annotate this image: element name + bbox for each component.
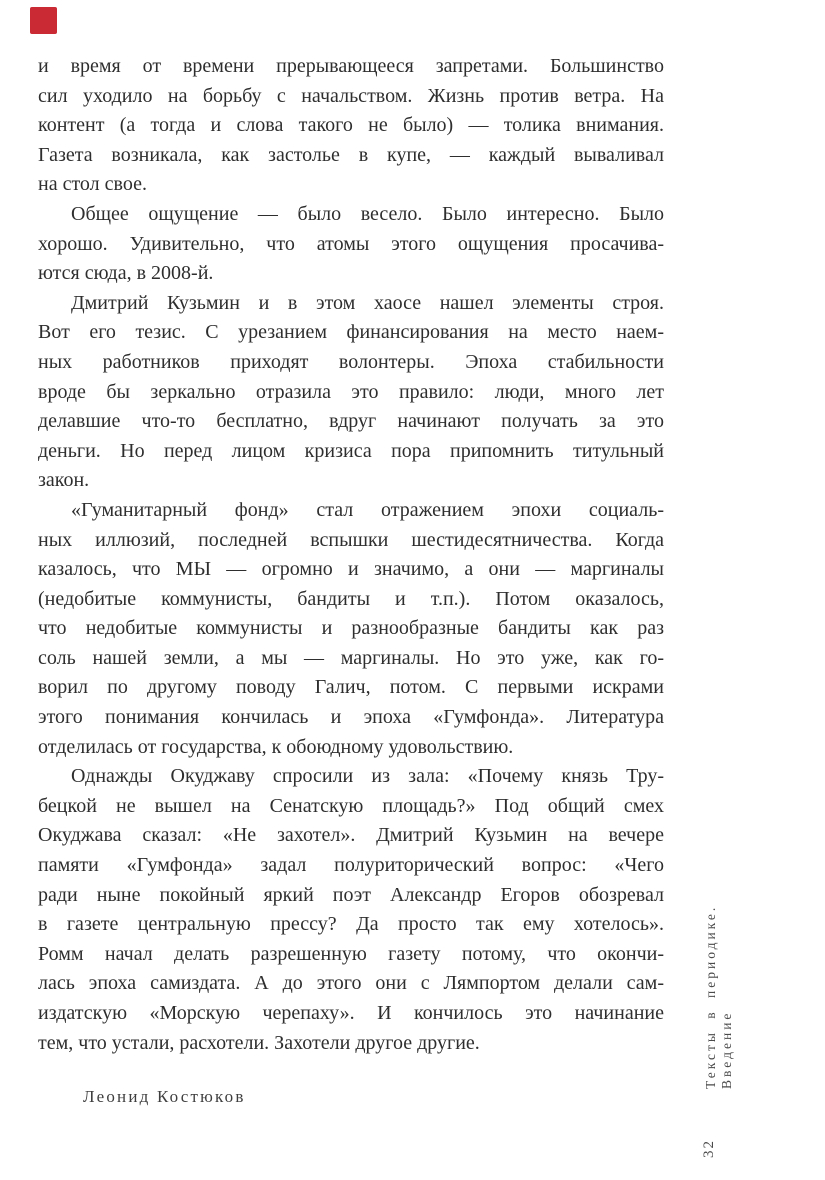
- text-line: закон.: [38, 469, 90, 492]
- text-line: «Гуманитарный фонд» стал отражением эпохи социаль-: [71, 498, 664, 521]
- text-line: этого понимания кончилась и эпоха «Гумфонда». Литература: [38, 706, 664, 729]
- text-line: (недобитые коммунисты, бандиты и т.п.). Потом оказалось,: [38, 587, 664, 610]
- body-text: [38, 52, 664, 1058]
- page-number: 32: [701, 1139, 717, 1158]
- text-line: ных иллюзий, последней вспышки шестидесятничества. Когда: [38, 528, 664, 551]
- text-line: деньги. Но перед лицом кризиса пора припомнить титульный: [38, 439, 664, 462]
- text-line: и время от времени прерывающееся запретами. Большинство: [38, 55, 664, 77]
- text-line: ворил по другому поводу Галич, потом. С первыми искрами: [38, 676, 664, 699]
- text-line: ных работников приходят волонтеры. Эпоха стабильности: [38, 350, 664, 373]
- text-line: Общее ощущение — было весело. Было интересно. Было: [71, 202, 664, 225]
- text-line: казалось, что МЫ — огромно и значимо, а они — маргиналы: [38, 558, 664, 581]
- text-line: памяти «Гумфонда» задал полуриторический вопрос: «Чего: [38, 854, 664, 877]
- text-line: делавшие что-то бесплатно, вдруг начинают получать за это: [38, 410, 664, 433]
- text-line: бецкой не вышел на Сенатскую площадь?» Под общий смех: [38, 794, 664, 817]
- text-line: что недобитые коммунисты и разнообразные бандиты как раз: [38, 617, 664, 640]
- text-line: соль нашей земли, а мы — маргиналы. Но это уже, как го-: [38, 646, 664, 669]
- text-line: Окуджава сказал: «Не захотел». Дмитрий Кузьмин на вечере: [38, 824, 664, 847]
- text-line: лась эпоха самиздата. А до этого они с Лямпортом делали сам-: [38, 972, 664, 995]
- text-line: контент (а тогда и слова такого не было) — толика внимания.: [38, 114, 664, 137]
- text-line: Газета возникала, как застолье в купе, — каждый вываливал: [38, 143, 664, 166]
- text-line: Вот его тезис. С урезанием финансирования на место наем-: [38, 321, 664, 344]
- text-line: издатскую «Морскую черепаху». И кончилось это начинание: [38, 1002, 664, 1024]
- text-line: ются сюда, в 2008-й.: [38, 262, 214, 285]
- text-line: Дмитрий Кузьмин и в этом хаосе нашел элементы строя.: [71, 291, 664, 314]
- text-line: на стол свое.: [38, 173, 147, 196]
- text-line: тем, что устали, расхотели. Захотели другое другие.: [38, 1031, 480, 1054]
- text-line: хорошо. Удивительно, что атомы этого ощущения просачива-: [38, 232, 664, 255]
- text-line: ради ныне покойный яркий поэт Александр Егоров обозревал: [38, 883, 664, 906]
- text-line: Однажды Окуджаву спросили из зала: «Почему князь Тру-: [71, 765, 664, 788]
- text-line: сил уходило на борьбу с начальством. Жизнь против ветра. На: [38, 84, 664, 107]
- footer-author: Леонид Костюков: [83, 1087, 246, 1106]
- running-title-vertical: Тексты в периодике. Введение: [703, 904, 734, 1089]
- text-line: Ромм начал делать разрешенную газету потому, что окончи-: [38, 942, 664, 965]
- red-corner-marker: [30, 7, 57, 34]
- text-line: отделилась от государства, к обоюдному удовольствию.: [38, 735, 514, 758]
- text-line: в газете центральную прессу? Да просто так ему хотелось».: [38, 913, 664, 936]
- text-line: вроде бы зеркально отразила это правило: люди, много лет: [38, 380, 664, 403]
